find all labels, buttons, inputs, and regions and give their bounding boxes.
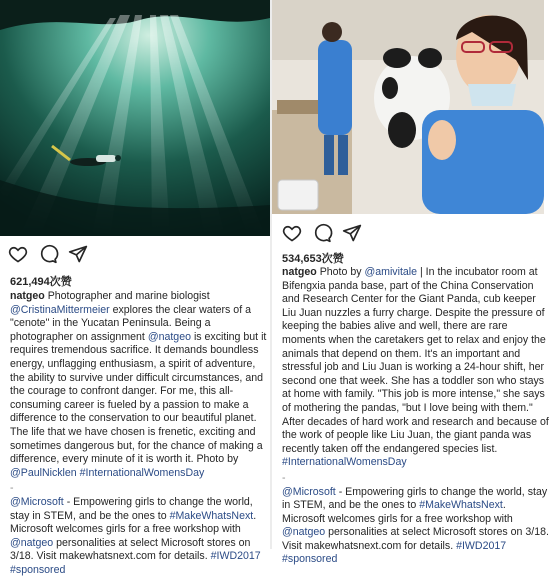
right-post-username[interactable]: natgeo <box>282 266 317 278</box>
share-icon[interactable] <box>68 244 88 264</box>
right-promo-mention-natgeo[interactable]: @natgeo <box>282 526 326 539</box>
left-caption-hashtag[interactable]: #InternationalWomensDay <box>79 466 205 479</box>
right-post-caption <box>282 266 550 567</box>
comment-icon[interactable] <box>38 244 58 264</box>
left-post-caption <box>10 290 270 577</box>
right-caption-intro: Photo by <box>319 266 362 278</box>
right-promo-text1: - Empowering girls to change the world, stay in STEM, and be the ones to <box>282 485 548 512</box>
right-caption-hashtag[interactable]: #InternationalWomensDay <box>282 456 407 469</box>
left-post-username[interactable]: natgeo <box>10 290 45 302</box>
right-promo-tag-iwd[interactable]: #IWD2017 <box>456 539 507 552</box>
left-promo-mention-natgeo[interactable]: @natgeo <box>10 536 54 549</box>
left-caption-mention[interactable]: @CristinaMittermeier <box>10 303 110 316</box>
panda-keeper-image <box>272 0 544 214</box>
left-post-photo[interactable] <box>0 0 270 236</box>
right-post <box>272 0 549 566</box>
left-post-actions <box>8 243 88 265</box>
right-caption-body: | In the incubator room at Bifengxia panda base, part of the China Conservation and Research Center for the Giant Panda, cub keeper Liu Juan nuzzles a furry charge. Despite the pressure of keeping the babies alive and well, there are rare moments when the caretakers get to relax and enjoy the animals that depend on them. It's an important and stressful job and Liu Juan is working a 24-hour shift, her second one that week. She has a toddler son who stays at home with family. "This job is more intense," she says of mothering the pandas, "but I love being with them." After decades of hard work and research and because of the work of people like Liu Juan, the giant panda was recently taken off the endangered species list. <box>282 266 549 455</box>
left-promo-hashtag[interactable]: #MakeWhatsNext <box>169 509 254 522</box>
left-caption-body2: is exciting but it requires tremendous sacrifice. It demands boundless energy, unflagging enthusiasm, a spirit of adventure, the ability to survive under difficult circumstances, and the courage to confront danger. For me, this all-consuming career is fueled by a passion to make a difference to the conservation to our beautiful planet. The life that we have chosen is frenetic, exciting and sometimes dangerous but, for the chance of making a difference, every minute of it is worth it. Photo by <box>10 330 267 466</box>
heart-icon[interactable] <box>8 244 28 264</box>
right-post-photo[interactable] <box>272 0 544 214</box>
left-caption-intro: Photographer and marine biologist <box>47 290 210 302</box>
left-promo-text1: - Empowering girls to change the world, stay in STEM, and be the ones to <box>10 495 253 522</box>
left-post-likes: 621,494次赞 <box>10 276 72 288</box>
right-promo-text2: . Microsoft welcomes girls for a free workshop with <box>282 499 513 525</box>
cenote-diver-image <box>0 0 270 236</box>
left-caption-separator: - <box>10 482 14 495</box>
left-post <box>0 0 270 576</box>
left-caption-credit[interactable]: @PaulNicklen <box>10 466 77 479</box>
right-promo-mention[interactable]: @Microsoft <box>282 485 336 498</box>
right-post-likes: 534,653次赞 <box>282 253 344 265</box>
left-caption-mention-natgeo[interactable]: @natgeo <box>147 330 191 343</box>
heart-icon[interactable] <box>282 223 302 243</box>
right-promo-tag-sponsored[interactable]: #sponsored <box>282 553 338 566</box>
right-post-actions <box>282 222 362 244</box>
right-promo-hashtag[interactable]: #MakeWhatsNext <box>419 499 503 512</box>
share-icon[interactable] <box>342 223 362 243</box>
left-caption-body: explores the clear waters of a "cenote" in the Yucatan Peninsula. Being a photographer on assignment <box>10 303 251 343</box>
left-promo-mention[interactable]: @Microsoft <box>10 495 64 508</box>
left-promo-text3: personalities at select Microsoft stores on 3/18. Visit makewhatsnext.com for details. <box>10 536 251 563</box>
left-promo-tag-sponsored[interactable]: #sponsored <box>10 563 66 576</box>
left-promo-text2: . Microsoft welcomes girls for a free workshop with <box>10 509 257 536</box>
comment-icon[interactable] <box>312 223 332 243</box>
right-caption-separator: - <box>282 471 286 484</box>
left-promo-tag-iwd[interactable]: #IWD2017 <box>210 550 261 563</box>
right-caption-mention[interactable]: @amivitale <box>364 266 418 278</box>
right-promo-text3: personalities at select Microsoft stores on 3/18. Visit makewhatsnext.com for details. <box>282 526 549 552</box>
